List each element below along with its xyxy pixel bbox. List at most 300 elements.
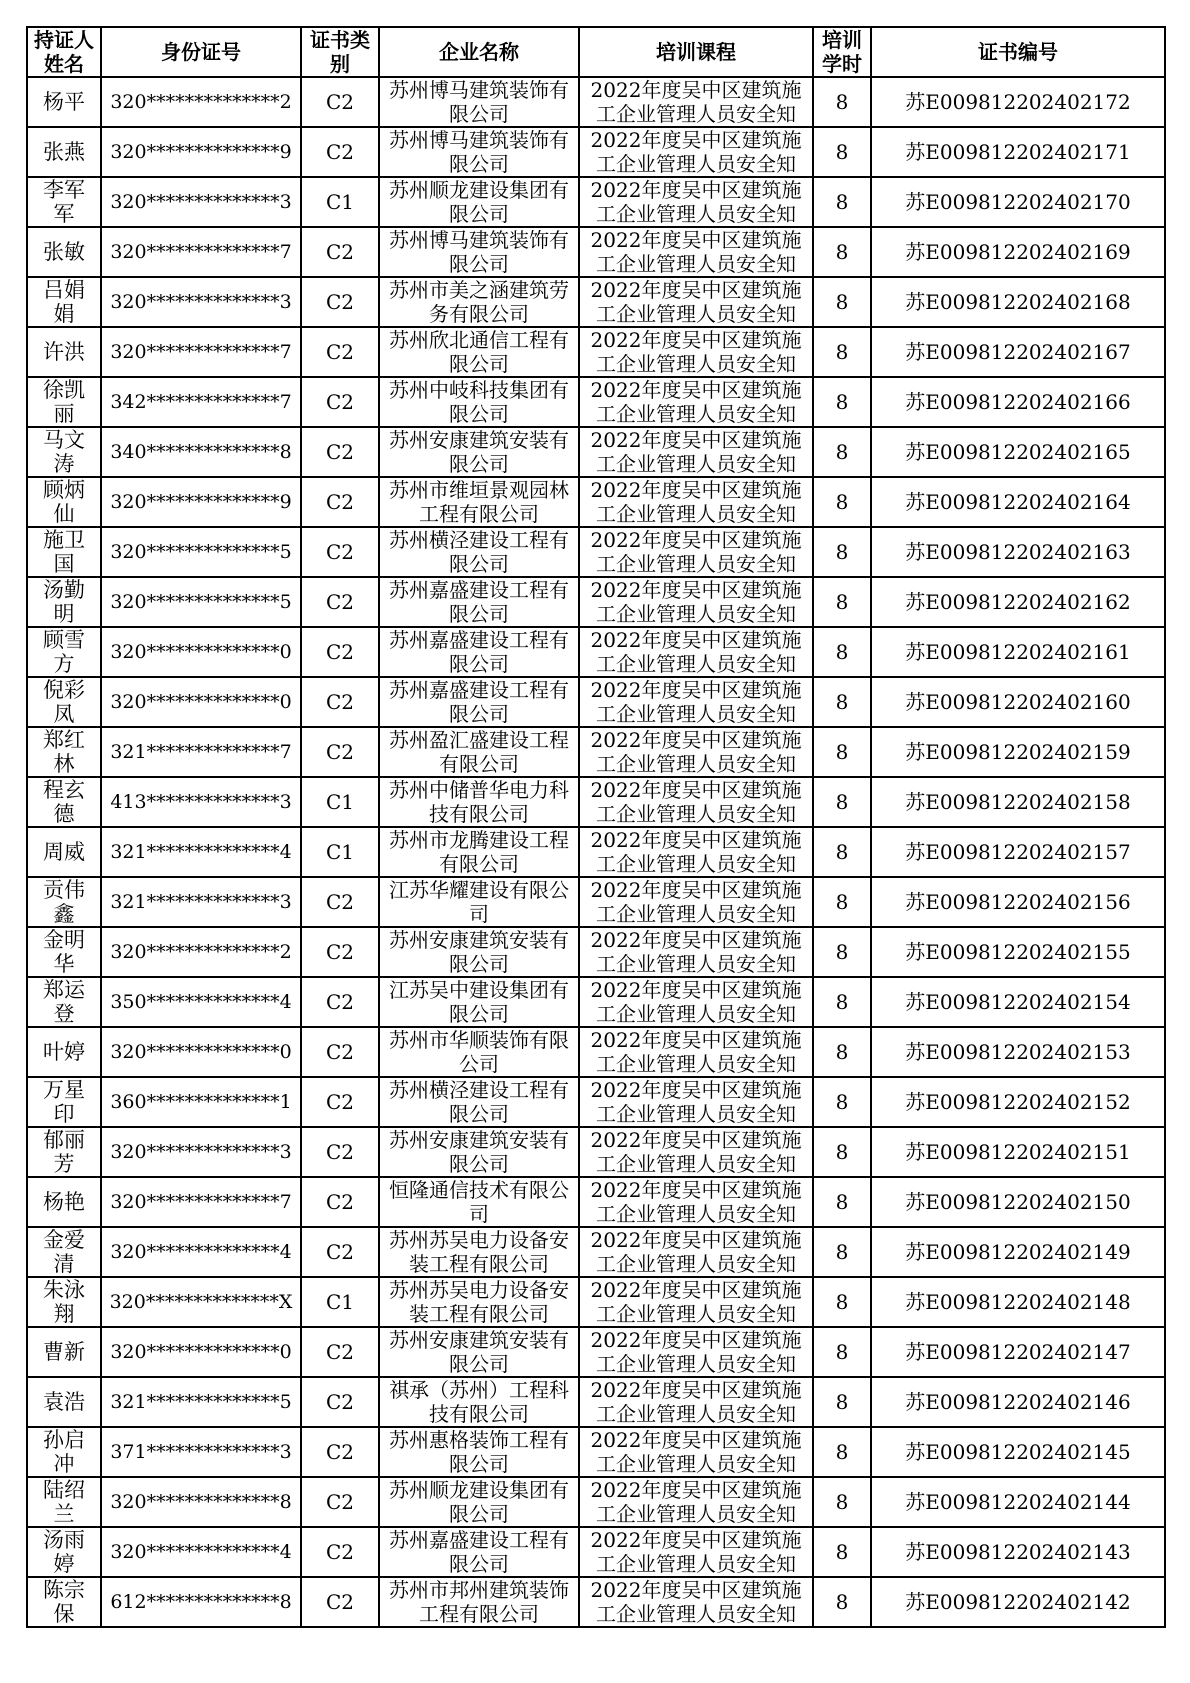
- cert-type-text: C2: [325, 340, 355, 364]
- hours-cell: [813, 877, 871, 927]
- hours-text: 8: [835, 1290, 849, 1314]
- holder-name-cell: [27, 77, 101, 127]
- hours-text: 8: [835, 840, 849, 864]
- cert-number-text: 苏E009812202402147: [905, 1340, 1131, 1364]
- course-cell: [579, 927, 813, 977]
- course-cell: [579, 627, 813, 677]
- cert-number-cell: [871, 777, 1165, 827]
- id-number-text: 320**************2: [110, 91, 292, 113]
- cert-number-text: 苏E009812202402160: [905, 690, 1131, 714]
- table-row: [27, 1477, 1165, 1527]
- course-cell: [579, 1327, 813, 1377]
- holder-name-cell: [27, 1127, 101, 1177]
- table-row: [27, 177, 1165, 227]
- cert-number-cell: [871, 1577, 1165, 1627]
- course-text: 2022年度吴中区建筑施工企业管理人员安全知: [590, 278, 802, 326]
- cert-type-cell: [301, 527, 379, 577]
- cert-number-text: 苏E009812202402159: [905, 740, 1131, 764]
- company-text: 苏州博马建筑装饰有限公司: [389, 78, 569, 126]
- hours-text: 8: [835, 890, 849, 914]
- cert-type-cell: [301, 927, 379, 977]
- id-number-cell: [101, 977, 301, 1027]
- company-text: 苏州嘉盛建设工程有限公司: [389, 1528, 569, 1576]
- holder-name-text: 张燕: [43, 140, 85, 164]
- cert-type-text: C2: [325, 540, 355, 564]
- hours-text: 8: [835, 1140, 849, 1164]
- company-text: 苏州嘉盛建设工程有限公司: [389, 628, 569, 676]
- cert-number-text: 苏E009812202402149: [905, 1240, 1131, 1264]
- company-cell: [379, 277, 579, 327]
- company-cell: [379, 477, 579, 527]
- hours-text: 8: [835, 790, 849, 814]
- cert-number-text: 苏E009812202402165: [905, 440, 1131, 464]
- company-cell: [379, 627, 579, 677]
- company-text: 苏州中岐科技集团有限公司: [389, 378, 569, 426]
- cert-number-cell: [871, 627, 1165, 677]
- id-number-cell: [101, 1427, 301, 1477]
- company-text: 苏州博马建筑装饰有限公司: [389, 228, 569, 276]
- course-cell: [579, 1027, 813, 1077]
- cert-number-text: 苏E009812202402145: [905, 1440, 1131, 1464]
- cert-type-cell: [301, 677, 379, 727]
- holder-name-cell: [27, 1177, 101, 1227]
- course-text: 2022年度吴中区建筑施工企业管理人员安全知: [590, 578, 802, 626]
- cert-number-text: 苏E009812202402170: [905, 190, 1131, 214]
- hours-text: 8: [835, 1540, 849, 1564]
- id-number-cell: [101, 327, 301, 377]
- cert-number-cell: [871, 177, 1165, 227]
- holder-name-text: 朱泳翔: [43, 1278, 85, 1326]
- table-row: [27, 1377, 1165, 1427]
- course-cell: [579, 1377, 813, 1427]
- cert-number-text: 苏E009812202402153: [905, 1040, 1131, 1064]
- cert-number-text: 苏E009812202402156: [905, 890, 1131, 914]
- cert-number-text: 苏E009812202402162: [905, 590, 1131, 614]
- cert-number-cell: [871, 427, 1165, 477]
- table-row: [27, 1177, 1165, 1227]
- id-number-cell: [101, 1077, 301, 1127]
- hours-cell: [813, 1277, 871, 1327]
- table-row: [27, 1077, 1165, 1127]
- id-number-text: 320**************7: [110, 1191, 292, 1213]
- company-text: 苏州市华顺装饰有限公司: [389, 1028, 569, 1076]
- company-text: 苏州安康建筑安装有限公司: [389, 1328, 569, 1376]
- cert-number-cell: [871, 327, 1165, 377]
- holder-name-text: 李军军: [43, 178, 85, 226]
- id-number-text: 342**************7: [110, 391, 292, 413]
- cert-number-text: 苏E009812202402146: [905, 1390, 1131, 1414]
- company-cell: [379, 327, 579, 377]
- hours-cell: [813, 1577, 871, 1627]
- cert-type-cell: [301, 1327, 379, 1377]
- id-number-text: 320**************5: [110, 591, 292, 613]
- id-number-text: 320**************5: [110, 541, 292, 563]
- cert-number-text: 苏E009812202402163: [905, 540, 1131, 564]
- cert-type-text: C1: [325, 790, 355, 814]
- cert-type-text: C2: [325, 140, 355, 164]
- holder-name-cell: [27, 1477, 101, 1527]
- holder-name-cell: [27, 677, 101, 727]
- cert-number-cell: [871, 1377, 1165, 1427]
- course-cell: [579, 177, 813, 227]
- company-text: 苏州惠格装饰工程有限公司: [389, 1428, 569, 1476]
- company-text: 苏州市龙腾建设工程有限公司: [389, 828, 569, 876]
- cert-number-cell: [871, 127, 1165, 177]
- company-cell: [379, 177, 579, 227]
- id-number-cell: [101, 777, 301, 827]
- course-text: 2022年度吴中区建筑施工企业管理人员安全知: [590, 1028, 802, 1076]
- course-cell: [579, 1277, 813, 1327]
- cert-type-text: C2: [325, 740, 355, 764]
- id-number-cell: [101, 1327, 301, 1377]
- hours-text: 8: [835, 90, 849, 114]
- table-row: [27, 577, 1165, 627]
- cert-type-cell: [301, 827, 379, 877]
- holder-name-cell: [27, 327, 101, 377]
- id-number-cell: [101, 77, 301, 127]
- cert-type-text: C2: [325, 990, 355, 1014]
- company-cell: [379, 1577, 579, 1627]
- course-text: 2022年度吴中区建筑施工企业管理人员安全知: [590, 428, 802, 476]
- holder-name-cell: [27, 1427, 101, 1477]
- id-number-cell: [101, 677, 301, 727]
- id-number-cell: [101, 827, 301, 877]
- hours-cell: [813, 1227, 871, 1277]
- hours-text: 8: [835, 340, 849, 364]
- cert-type-text: C1: [325, 190, 355, 214]
- cert-number-text: 苏E009812202402168: [905, 290, 1131, 314]
- company-text: 苏州横泾建设工程有限公司: [389, 528, 569, 576]
- course-text: 2022年度吴中区建筑施工企业管理人员安全知: [590, 78, 802, 126]
- cert-number-text: 苏E009812202402155: [905, 940, 1131, 964]
- hours-text: 8: [835, 240, 849, 264]
- table-row: [27, 877, 1165, 927]
- cert-number-text: 苏E009812202402158: [905, 790, 1131, 814]
- holder-name-cell: [27, 627, 101, 677]
- holder-name-text: 徐凯丽: [43, 378, 85, 426]
- holder-name-text: 汤勤明: [43, 578, 85, 626]
- cert-type-cell: [301, 877, 379, 927]
- hours-cell: [813, 77, 871, 127]
- course-cell: [579, 77, 813, 127]
- table-row: [27, 1277, 1165, 1327]
- id-number-cell: [101, 277, 301, 327]
- hours-text: 8: [835, 1440, 849, 1464]
- hours-cell: [813, 377, 871, 427]
- id-number-text: 321**************4: [110, 841, 292, 863]
- table-row: [27, 227, 1165, 277]
- course-text: 2022年度吴中区建筑施工企业管理人员安全知: [590, 1078, 802, 1126]
- cert-type-text: C2: [325, 890, 355, 914]
- id-number-cell: [101, 127, 301, 177]
- id-number-cell: [101, 1577, 301, 1627]
- holder-name-text: 金爱清: [43, 1228, 85, 1276]
- id-number-text: 320**************2: [110, 941, 292, 963]
- course-text: 2022年度吴中区建筑施工企业管理人员安全知: [590, 1328, 802, 1376]
- hours-cell: [813, 727, 871, 777]
- course-cell: [579, 527, 813, 577]
- holder-name-cell: [27, 477, 101, 527]
- cert-type-cell: [301, 1427, 379, 1477]
- hours-text: 8: [835, 1040, 849, 1064]
- hours-text: 8: [835, 690, 849, 714]
- cert-number-text: 苏E009812202402151: [905, 1140, 1131, 1164]
- course-cell: [579, 1177, 813, 1227]
- holder-name-cell: [27, 227, 101, 277]
- cert-number-text: 苏E009812202402161: [905, 640, 1131, 664]
- course-cell: [579, 1077, 813, 1127]
- hours-cell: [813, 227, 871, 277]
- cert-number-cell: [871, 927, 1165, 977]
- cert-type-text: C2: [325, 490, 355, 514]
- course-text: 2022年度吴中区建筑施工企业管理人员安全知: [590, 778, 802, 826]
- cert-number-cell: [871, 577, 1165, 627]
- id-number-text: 320**************0: [110, 1341, 292, 1363]
- company-text: 苏州横泾建设工程有限公司: [389, 1078, 569, 1126]
- company-cell: [379, 827, 579, 877]
- table-row: [27, 377, 1165, 427]
- id-number-cell: [101, 1377, 301, 1427]
- cert-type-text: C2: [325, 440, 355, 464]
- holder-name-text: 杨平: [43, 90, 85, 114]
- id-number-cell: [101, 877, 301, 927]
- course-cell: [579, 1227, 813, 1277]
- hours-text: 8: [835, 490, 849, 514]
- course-cell: [579, 1477, 813, 1527]
- holder-name-text: 施卫国: [43, 528, 85, 576]
- cert-number-text: 苏E009812202402142: [905, 1590, 1131, 1614]
- cert-type-text: C2: [325, 1590, 355, 1614]
- hours-cell: [813, 827, 871, 877]
- holder-name-text: 叶婷: [43, 1040, 85, 1064]
- cert-number-text: 苏E009812202402167: [905, 340, 1131, 364]
- id-number-cell: [101, 1127, 301, 1177]
- company-cell: [379, 127, 579, 177]
- table-row: [27, 627, 1165, 677]
- id-number-text: 320**************X: [109, 1291, 293, 1313]
- id-number-cell: [101, 227, 301, 277]
- hours-text: 8: [835, 1090, 849, 1114]
- course-cell: [579, 977, 813, 1027]
- course-text: 2022年度吴中区建筑施工企业管理人员安全知: [590, 678, 802, 726]
- cert-number-cell: [871, 1327, 1165, 1377]
- cert-type-cell: [301, 177, 379, 227]
- holder-name-cell: [27, 977, 101, 1027]
- hours-text: 8: [835, 740, 849, 764]
- company-text: 祺承（苏州）工程科技有限公司: [389, 1378, 569, 1426]
- course-text: 2022年度吴中区建筑施工企业管理人员安全知: [590, 728, 802, 776]
- company-cell: [379, 1027, 579, 1077]
- cert-number-cell: [871, 877, 1165, 927]
- holder-name-text: 吕娟娟: [43, 278, 85, 326]
- company-cell: [379, 77, 579, 127]
- hours-cell: [813, 327, 871, 377]
- hours-text: 8: [835, 140, 849, 164]
- id-number-text: 321**************7: [110, 741, 292, 763]
- certificate-table: [26, 26, 1166, 1628]
- hours-cell: [813, 1327, 871, 1377]
- cert-number-text: 苏E009812202402148: [905, 1290, 1131, 1314]
- cert-type-text: C2: [325, 1090, 355, 1114]
- company-text: 苏州市维垣景观园林工程有限公司: [389, 478, 569, 526]
- cert-type-text: C2: [325, 1240, 355, 1264]
- header-cert-type: 证书类别: [301, 27, 379, 77]
- company-cell: [379, 1477, 579, 1527]
- course-cell: [579, 127, 813, 177]
- cert-type-cell: [301, 1127, 379, 1177]
- id-number-cell: [101, 477, 301, 527]
- hours-text: 8: [835, 540, 849, 564]
- company-text: 苏州博马建筑装饰有限公司: [389, 128, 569, 176]
- hours-cell: [813, 1077, 871, 1127]
- holder-name-cell: [27, 1027, 101, 1077]
- company-cell: [379, 577, 579, 627]
- company-cell: [379, 1277, 579, 1327]
- cert-type-cell: [301, 1477, 379, 1527]
- holder-name-cell: [27, 177, 101, 227]
- cert-number-cell: [871, 77, 1165, 127]
- company-text: 苏州嘉盛建设工程有限公司: [389, 678, 569, 726]
- table-row: [27, 77, 1165, 127]
- company-cell: [379, 1527, 579, 1577]
- company-cell: [379, 1327, 579, 1377]
- hours-cell: [813, 1477, 871, 1527]
- holder-name-text: 曹新: [43, 1340, 85, 1364]
- holder-name-text: 贡伟鑫: [43, 878, 85, 926]
- hours-cell: [813, 927, 871, 977]
- course-cell: [579, 227, 813, 277]
- hours-text: 8: [835, 940, 849, 964]
- hours-cell: [813, 627, 871, 677]
- cert-type-cell: [301, 577, 379, 627]
- table-row: [27, 777, 1165, 827]
- table-row: [27, 1127, 1165, 1177]
- cert-type-text: C2: [325, 290, 355, 314]
- cert-type-cell: [301, 1577, 379, 1627]
- id-number-cell: [101, 727, 301, 777]
- id-number-text: 320**************0: [110, 691, 292, 713]
- cert-number-text: 苏E009812202402143: [905, 1540, 1131, 1564]
- cert-type-text: C2: [325, 240, 355, 264]
- id-number-cell: [101, 1277, 301, 1327]
- course-cell: [579, 577, 813, 627]
- table-row: [27, 727, 1165, 777]
- cert-type-text: C2: [325, 590, 355, 614]
- company-text: 恒隆通信技术有限公司: [389, 1178, 569, 1226]
- holder-name-text: 杨艳: [43, 1190, 85, 1214]
- company-cell: [379, 427, 579, 477]
- id-number-text: 320**************9: [110, 491, 292, 513]
- company-text: 江苏华耀建设有限公司: [389, 878, 569, 926]
- course-cell: [579, 1527, 813, 1577]
- hours-cell: [813, 127, 871, 177]
- hours-cell: [813, 527, 871, 577]
- id-number-cell: [101, 377, 301, 427]
- cert-type-cell: [301, 627, 379, 677]
- hours-text: 8: [835, 590, 849, 614]
- cert-number-cell: [871, 677, 1165, 727]
- id-number-cell: [101, 1477, 301, 1527]
- table-row: [27, 427, 1165, 477]
- holder-name-cell: [27, 927, 101, 977]
- table-row: [27, 1027, 1165, 1077]
- id-number-text: 320**************3: [110, 1141, 292, 1163]
- course-text: 2022年度吴中区建筑施工企业管理人员安全知: [590, 128, 802, 176]
- id-number-cell: [101, 1177, 301, 1227]
- cert-number-text: 苏E009812202402157: [905, 840, 1131, 864]
- id-number-text: 321**************3: [110, 891, 292, 913]
- cert-type-text: C2: [325, 1140, 355, 1164]
- id-number-text: 371**************3: [110, 1441, 292, 1463]
- holder-name-text: 陆绍兰: [43, 1478, 85, 1526]
- id-number-cell: [101, 177, 301, 227]
- holder-name-cell: [27, 727, 101, 777]
- hours-cell: [813, 1377, 871, 1427]
- cert-number-cell: [871, 527, 1165, 577]
- course-cell: [579, 777, 813, 827]
- id-number-text: 320**************7: [110, 241, 292, 263]
- cert-number-cell: [871, 1477, 1165, 1527]
- cert-type-cell: [301, 477, 379, 527]
- company-text: 苏州顺龙建设集团有限公司: [389, 178, 569, 226]
- hours-text: 8: [835, 1390, 849, 1414]
- cert-type-text: C2: [325, 1440, 355, 1464]
- cert-number-cell: [871, 1127, 1165, 1177]
- hours-cell: [813, 677, 871, 727]
- cert-number-cell: [871, 277, 1165, 327]
- holder-name-text: 万星印: [43, 1078, 85, 1126]
- table-row: [27, 977, 1165, 1027]
- course-text: 2022年度吴中区建筑施工企业管理人员安全知: [590, 1578, 802, 1626]
- holder-name-text: 郁丽芳: [43, 1128, 85, 1176]
- cert-number-cell: [871, 1527, 1165, 1577]
- id-number-text: 320**************7: [110, 341, 292, 363]
- cert-number-cell: [871, 727, 1165, 777]
- header-id-number: 身份证号: [101, 27, 301, 77]
- hours-cell: [813, 777, 871, 827]
- id-number-text: 320**************4: [110, 1241, 292, 1263]
- holder-name-text: 金明华: [43, 928, 85, 976]
- id-number-text: 320**************8: [110, 1491, 292, 1513]
- course-cell: [579, 1427, 813, 1477]
- company-text: 苏州苏吴电力设备安装工程有限公司: [389, 1278, 569, 1326]
- company-cell: [379, 927, 579, 977]
- id-number-text: 320**************0: [110, 1041, 292, 1063]
- holder-name-cell: [27, 777, 101, 827]
- id-number-text: 413**************3: [110, 791, 292, 813]
- cert-type-cell: [301, 277, 379, 327]
- hours-cell: [813, 977, 871, 1027]
- hours-text: 8: [835, 190, 849, 214]
- hours-cell: [813, 577, 871, 627]
- company-cell: [379, 227, 579, 277]
- holder-name-cell: [27, 1227, 101, 1277]
- company-cell: [379, 1077, 579, 1127]
- cert-type-cell: [301, 1077, 379, 1127]
- course-text: 2022年度吴中区建筑施工企业管理人员安全知: [590, 1178, 802, 1226]
- cert-number-cell: [871, 377, 1165, 427]
- id-number-text: 320**************3: [110, 291, 292, 313]
- cert-type-text: C2: [325, 1040, 355, 1064]
- cert-type-text: C1: [325, 1290, 355, 1314]
- cert-number-text: 苏E009812202402154: [905, 990, 1131, 1014]
- holder-name-text: 周威: [43, 840, 85, 864]
- hours-text: 8: [835, 1190, 849, 1214]
- table-row: [27, 677, 1165, 727]
- company-cell: [379, 1227, 579, 1277]
- course-text: 2022年度吴中区建筑施工企业管理人员安全知: [590, 328, 802, 376]
- company-cell: [379, 727, 579, 777]
